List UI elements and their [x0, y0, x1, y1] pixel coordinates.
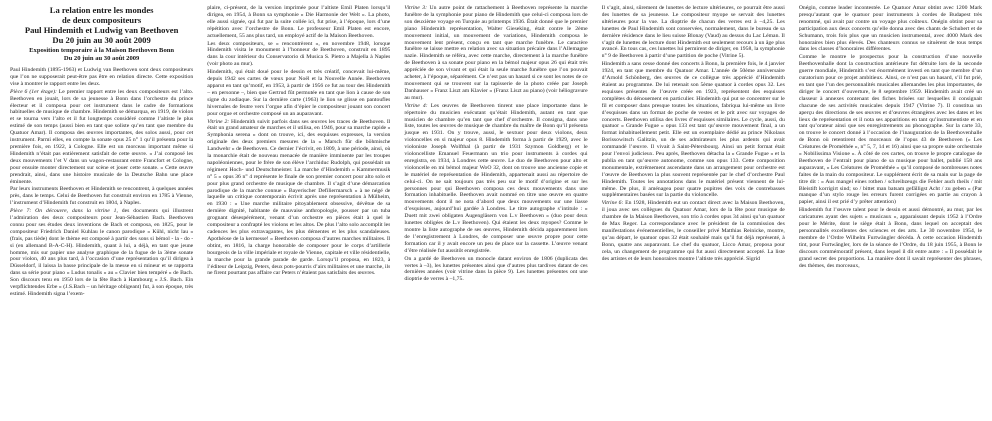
paragraph — [10, 89, 193, 186]
paragraph-text: Hindemith a sans cesse donné des concerts à Bonn, la première fois, le 4 janvier 1924, en tant que membre du Quatuor Amar. L’année de 50ème anniversaire d’Arnold Schönberg, des œuvres de ce collègue très apprécié d’Hindemith étaient au programme. De lui retenait son 5ème quatuor à cordes opus 32. Les esquisses présentes de l’œuvre créée en 1923, représentent des esquisses complètes du dénouement en particulier. Hindemith qui put se concentrer sur le fil et composer dans presque toutes les situations, fabriqua lui-même un livre d’esquisses dans un format de poche de vestes et le prit avec sur voyages de concerts. Beethoven utilisa des livres d’esquisses similaires. Le cycle, aussi, du quatuor « Grande Fugue » opus 133 est tant qu’œuvre mouvement final, a un format inhabituellement petit. Elle est un exemplaire dédié au prince Nikolaus Borissowitsch Galitzin, un de ses admirateurs les plus ardents qui avait commandé l’œuvre. Il vivait à Saint-Pétersbourg. Ainsi un petit format était pour l’envoi judicieux. Peu après, Beethoven détacha la « Grande Fugue » et la publia en tant qu’œuvre autonome, comme son opus 133. Cette composition monumentale, extrêmement ascendante dans un arrangement pour orchestre est l’œuvre de Beethoven la plus souvent représentée par le chef d’orchestre Paul Hindemith. Toutes les annotations dans le matériel présent viennent de lui-même. De plus, il aménagea pour quatre pupitres des voix de contrebasses supplémentaires basées sur la partie du violoncelle. — [601, 61, 785, 199]
paragraph-text: Hindemith fut l’œuvre talent pour le dessin et aussi démontré, au mur, par les caricatures ayant des sujets « musicaux », apparaissant depuis 1952 à l’Ordre pour le Mérite, dont le siège était à Bonn, dans lequel on acceptait des personnalités excellentes des sciences et des arts. Le 30 novembre 1954, le membre de l’Ordre Wilhelm Furtwängler décéda. À cette occasion Hindemith tint, pour Furtwängler, lors de la séance de l’Ordre, du 18 juin 1955, à Bonn le discours commémoratif présent, dans lequel il dit entre autre : « Il possédait le grand secret des proportions. La manière dont il savait représenter des phrases, des thèmes, des morceaux, — [798, 207, 983, 269]
column-2 — [207, 5, 390, 421]
paragraph-lead: Vitrine 4: — [404, 102, 428, 109]
paragraph-text: Les deux compositeurs, se « rencontrèrent », en novembre 1948, lorsque Hindemith visita le monument à l’honneur de Beethoven, construit en 1895 dans la cour intérieur du Conservatorio di Musica S. Pietro a Majella à Naples (voir photo au mur). — [207, 40, 391, 68]
column-1 — [10, 5, 193, 421]
column-3 — [404, 5, 587, 421]
article-subtitle — [10, 47, 193, 63]
paragraph-text: Par leurs instruments Beethoven et Hindemith se rencontrent, à quelques années près, dans le temps. Celui de Beethoven fut construit environ en 1785 à Vienne, l’instrument d’Hindemith fut construit en 1804, à Naples. — [10, 186, 194, 207]
paragraph-text: des documents qui illustrent l’admiration des deux compositeurs pour Jean-Sébastien Bach. Beethoven connu pour ses études deux inventions de Bach et composa, en 1825, pour le compositeur Friedrich Daniel Kuhlau le canon parodique « Kühl, nicht lau » (frais, pas tiède) dont le thème est composé à partir des sons si bémol - la - do - si (en allemand B-A-C-H). Hindemith, quant à lui, a déjà, en tant que jeune homme, mis sur papier une analyse graphique de la fugue de la 3ème sonate pour violon, 40 ans plus tard, à l’occasion d’une représentation qu’il dirigea à Düsseldorf, il laissa la basse principale de la messe en si mineur et se rapporta dans sa série pour piano « Ludus tonalis » au « Clavier bien tempéré » de Bach. Son discours tenu en 1950 lors de la fête Bach à Hambourg « J.S. Bach. Ein verpflichtendes Erbe » (J.S.Bach – un héritage obligeant) fut, à son époque, très estimé. Hindemith signa l’exem- — [10, 208, 194, 297]
paragraph — [799, 54, 982, 206]
paragraph — [10, 208, 193, 298]
title-line: de deux compositeurs — [61, 15, 142, 25]
paragraph — [602, 200, 785, 262]
paragraph-lead: Pièce 7: On découvre, dans la vitrine 1, — [10, 208, 118, 215]
paragraph-text: Il s’agit, ainsi, sûrement de lunettes de lecture ultérieures, ce pourrait être aussi des lunettes de sa jeunesse. Le compositeur myope se servait des lunettes ultérieures pour la vue. La dioptrie de chacun des verres est à –4,25. Les lunettes de Paul Hindemith sont conservées, normalement, dans le bureau de sa dernière résidence dans le lieu suisse Blonay (Vaud) au dessus du Lac Léman. Il s’agit de lunettes de lecture dont Hindemith eut seulement recours à un âge plus avancé. En tous cas, ces lunettes lui permirent de diriger, en 1958, la symphonie n° 9 de Beethoven à partir d’une partition de poche (Vitrine 5). — [601, 5, 785, 60]
paragraph-text: Hindemith suivit parfois dans ses œuvres les traces de Beethoven. Il était un grand amateur de marches et il utilisa, en 1946, pour sa marche rapide « Symphonia serena » dont on trouve, ici, des esquisses expresses, la version originale des deux premiers mesures de la « Marsch für die böhmische Landwehr » de Beethoven. Ce dernier l’écrivit, en 1809, à une période, ainsi, où la monarchie était de nouveau menacée de manière imminente par les troupes napoléoniennes, pour le frère de son élève l’archiduc Rudolph, qui possédait un régiment Hoch- und Deutschmeister. La marche d’Hindemith « Kammermusik n° 5 » opus 36 n° 4 représente le finale de son premier concert pour alto solo et pour plus grand orchestre de musique de chambre. Il s’agit d’une démarcation parodique de la marche connue « Bayerischer Defiliermarsch » à ne négé de laquelle un critique contemporain écrivit après une représentation à Mülheim, en 1930 : « Une marche militaire pitoyablement obsessive, dévêtue de sa dernière dignité, habitante de mauvaise anthropologie, pousser par un tuba grognant désespérément, venant d’un orchestre en pièces était à quel le compositeur a confrapté les violons et les altos. De plus l’alto solo accomplit les cadences les plus extravagantes, les plus démentes et les plus scandaleuses. Apothéose de la kermesse! » Beethoven composa d’autres marches militaires. Il obtint, en 1816, la charge honorable de composer pour le corps d’artillerie bourgeois de la ville impériale et royale de Vienne, capitale et ville résidentielle, la marche pour la grande parade de garde. Lorsqu’il proposa, en 1823, à l’éditeur de Leipzig, Peters, deux pots-pourris d’airs militaires et une marche, ils ne firent pourtant pas affaire car Peters n’étaient pas satisfaits des œuvres. — [207, 118, 391, 277]
article-title — [10, 5, 193, 45]
paragraph-lead: Vitrine 6: — [601, 200, 624, 207]
title-line: Du 20 juin au 30 août 2009 — [52, 35, 151, 45]
paragraph-text: Hindemith, qui était doué pour le dessin et très créatif, concevait lui-même, depuis 1942 ses cartes de vœux pour Noël et la Nouvelle Année. Beethoven apparut en tant qu’motif, en 1953, à partir de 1956 ce fut au tour des Hindemith – en personne –, bien que Gertrud fût permutée en tant que lion à cause de son signe du zodiaque. Sur la dernière carte (1963) le lion se glisse en pantoufles hivernales de feutre vers l’orgue afin d’épier le compositeur jouant son concert pour orgue et orchestre composé un an auparavant. — [207, 69, 391, 117]
paragraph — [404, 5, 587, 102]
paragraph — [10, 186, 193, 207]
subtitle-line: Du 20 juin au 30 août 2009 — [63, 55, 140, 62]
column-body — [10, 67, 193, 298]
column-body — [404, 5, 587, 283]
paragraph — [10, 67, 193, 88]
paragraph — [799, 5, 982, 53]
paragraph — [207, 5, 390, 40]
subtitle-line: Exposition temporaire à la Maison Beethoven Bonn — [29, 47, 175, 54]
paragraph-text: Paul Hindemith (1895-1963) et Ludwig van Beethoven sont deux compositeurs que l’on ne supposerait peut-être pas être en relation directe. Cette exposition vise à montrer le rapport entre les deux. — [10, 67, 194, 87]
paragraph-text: Un autre point de rattachement à Beethoven représente la marche funèbre de la symphonie pour piano de Hindemith que celui-ci composa lors de son deuxième voyage en Turquie au printemps 1936. Était donné que le premier piano Hindemith représentation, Walter Gieseking, était contre le 2ème mouvement initial, un mouvement de variations, Hindemith composa le mouvement lent présent, conçu en tant que marche funèbre. Le caractère funèbre se laisse mettre en relation avec sa situation précaire dans l’Allemagne nazie. Hindemith se référa, avec cette marche, directement à la marche funèbre de Beethoven à sa sonate pour piano en la bémol majeur opus 26 qui était très appréciée de son vivant et qui était la seule marche funèbre que l’on pouvait acheter, à l’époque, séparément. Ce n’est pas un hasard si ce sont les notes de ce mouvement qui se trouvent sur la tapisserie de la photo créée par Joseph Danhauser « Franz Liszt am Klavier » (Franz Liszt au piano) (voir héliogravure au mur). — [404, 5, 588, 101]
article-header — [10, 5, 193, 63]
column-5 — [799, 5, 982, 421]
paragraph — [602, 61, 785, 199]
column-body — [207, 5, 390, 277]
paragraph — [207, 69, 390, 117]
paragraph-text: En 1928, Hindemith eut un contact direct avec la Maison Beethoven, il joua avec ses collègues du Quatuor Amar, lors de la fête pour musique de chambre de la Maison Beethoven, son trio à cordes opus 34 ainsi qu’un quatuor de Max Reger. La correspondance avec le président de la commission des manifestations événementielles, le conseiller privé Matthias Reinicke, montre, qu’au départ, le quatuor opus 32 était souhaité mais qu’il fut déjà représenté, à Bonn, quatre ans auparavant. Le chef du quatuor, Licco Amar, proposa pour cela, un changement de programme qui fut aussi directement accepté. La liste des artistes et de leurs honoraires montre l’altiste très apprécié. Sigrid — [601, 200, 785, 262]
paragraph — [207, 41, 390, 69]
column-body — [602, 5, 785, 263]
column-4 — [602, 5, 785, 421]
title-line: Paul Hindemith et Ludwig van Beethoven — [24, 25, 179, 35]
paragraph — [602, 5, 785, 60]
paragraph-lead: Vitrine 2: — [207, 118, 230, 125]
title-line: La relation entre les mondes — [49, 5, 154, 15]
paragraph — [799, 207, 982, 269]
paragraph-lead: Vitrine 3: — [404, 5, 427, 11]
paragraph-lead: Pièce 6 (1er étage): — [10, 88, 57, 95]
paragraph-text: Comme le montre le prospectus pour la construction d’une nouvelle Beethovenhalle dont la construction antérieure fut détruite lors de la seconde guerre mondiale, Hindemith s’est énormément investi en tant que membre d’un curatorium pour ce projet ambitieux. Ainsi, ce n’est pas un hasard, s’il fut prié, en tant que l’un des personnalités musicales allemandes les plus importantes, de diriger le concert d’ouverture, le 8 septembre 1959. Hindemith avait créé un classeur à annexes contenant des fiches brisées sur lesquelles il consignait chacune de ses activités musicales depuis 1947 (Vitrine 7). Il constitua un aperçu des directions de ses œuvres et d’œuvres étrangères avec les dates et les lieux de représentation et il nota ses apparitions en tant qu’instrumentiste et en tant qu’orateur ainsi que ses enregistrements au phonographe. Sur la carte 33, on trouve le concert donné à l’occasion de l’inauguration de la Beethovenhalle de Bonn où retentirent des morceaux de l’opus 43 de Beethoven (« Les Créatures de Prométhée », n° 5, 7, 14 et 16) ainsi que sa propre suite orchestrale « Nobilissima Visione ». À côté de ces cartes, on trouve le propre catalogue de Beethoven de l’entrait pour piano de sa musique pour ballet, publié 158 ans auparavant, « Les Créatures de Prométhée » qu’il composé de nombreuses notes faites de la main du compositeur. Le supplément écrit de sa main sur la page de titre dit : « Aus mangel eines rothen / schreibzeugs die Fehler auch theils / mit Bleistift korrigirt sind; so / bittet man batsam gefälligst Acht / zu geben » (Par manque d’un stylo rouge les erreurs furent corrigées en partie au crayon à papier, ainsi il est prié d’y prêter attention) — [798, 54, 983, 206]
column-body — [799, 5, 982, 269]
paragraph-text: plaire, ci-présent, de la version imprimée pour l’altiste Emil Platen lorsqu’il dirigea, en 1954, à Bonn sa symphonie « Die Harmonie der Welt ». La photo, elle aussi signée, qui fut par la suite collée ici, fut prise, à l’époque, lors d’une répétition avec l’orchestre de Bonn. Le professeur Emil Platen est encore, actuellement, 55 ans plus tard, un employé actif de la Maison Beethoven. — [207, 5, 391, 39]
paragraph — [404, 103, 587, 255]
paragraph-text: Les œuvres de Beethoven tinrent une place importante dans le répertoire du musicien exécutant qu’était Hindemith, autant en tant que musicien de chambre qu’en tant que chef d’orchestre. Il consigna, dans une liste, toutes les œuvres de musique de chambre du maître de Bonn qu’il présenta jusque en 1931. On y trouve, aussi, le sextuor pour deux violons, deux violoncelles en si majeur opus 8. Hindemith forma à partir de 1929, avec le violoniste Joseph Wolfthal (à partir de 1931 Szymon Goldberg) et le violoncelliste Emanuel Feuermann un trio pour instruments à cordes qui enregistra, en 1934, à Londres cette œuvre. Le duo de Beethoven pour alto et violoncelle en mi bémol majeur WoO 32, dont on trouve une ancienne copie et le matériel de représentation de Hindemith, appartenait aussi au répertoire de celui-ci. On ne sait toujours pas très peu sur le motif d’origine et sur les personnes pour qui Beethoven composa ces deux mouvements dans une formation inhabituelle. Beethoven avait nommé en titre une œuvre en quatre mouvements dont il ne nota d’abord que deux mouvements sur une liasse d’esquisses, aujourd’hui gardée à Londres. Le titre autographe s’intitule : « Duett mit zwei obligaten Augengläsern von L.v Beethoven » (duo pour deux lunettes obligées de L.v Beethoven). Qui étaient les deux myopes? Comme le montre la liste autographe de ses œuvres, Hindemith décida apparemment lors de l’enregistrement à Londres, de composer une œuvre propre pour cette formation car il y avait encore un peu de place sur la cassette. L’œuvre venant d’être réalisée fut aussitôt enregistrée. — [404, 102, 588, 254]
paragraph-text: Le premier rapport entre les deux compositeurs est l’alto. Beethoven en jouait, lors de sa jeunesse à Bonn dans l’orchestre du prince électeur et il composa pour cet instrument dans le cadre de formations habituelles de musique de chambre. Hindemith se démarqua, en 1919, de violon et se tourna vers l’alto et il fut longtemps considéré comme l’altiste le plus estimé de son temps (aussi bien en tant que soliste qu’en tant que membre du Quatuor Amar). Il composa des œuvres importantes, des solos aussi, pour cet instrument. Parmi elles, en compte la sonate opus 25 n° 1 qu’il présenta pour la première fois, en 1922, à Cologne. Elle est un morceau important même si Hindemith n’était pas entièrement satisfait de cette œuvre. « J’ai composé les deux mouvements l’et V dans un wagon-restaurant entre Francfort et Cologne, pour ensuite monter directement sur scène et jouer cette sonate. » Cette œuvre prendrait, ainsi, dans une histoire musicale de la Deutsche Bahn une place éminente. — [10, 88, 194, 185]
paragraph-text: On a gardé de Beethoven un monocle datant environ de 1806 (duplicata des vertes à –3), les lunettes présentes ainsi que d’autres plus tardives datant de ces dernières années (voir vitrine dans la pièce 9). Les lunettes présentes ont une dioptrie de verres à –1,75. — [404, 255, 588, 283]
paragraph — [404, 256, 587, 284]
paragraph — [207, 119, 390, 278]
paragraph-text: Onégin, comme leader incontestée. Le Quatuor Amar obtint avec 1200 Mark presqu’autant que le quatuor pour instruments à cordes de Budapest très renommé, qui avait par contre un voyage plus coûteux. Onégin obtint pour sa participation aux deux concerts qu’elle donna avec des chants de Schubert et de Schumann, trois fois plus que un musicien instrumental, avec 4000 Mark des honoraires bien plus élevés. Des chanteurs connus se situèrent de tous temps dans les classes d’honoraires différentes. — [798, 5, 983, 53]
